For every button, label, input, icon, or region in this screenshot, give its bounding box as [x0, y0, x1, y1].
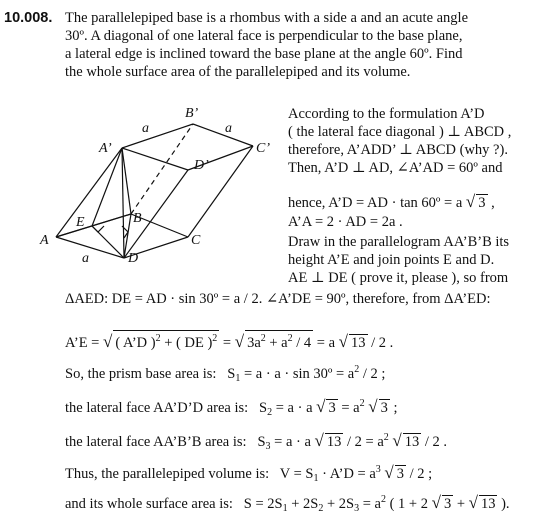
surface-line: and its whole surface area is: $S = 2S_1 + 2S_2 + 2S_3 = a^2$ ( 1 + 2 √ 3 + √ 13 ). — [65, 493, 510, 514]
solution-line-1: According to the formulation A’D — [288, 106, 485, 122]
problem-line-4: the whole surface area of the parallelepiped and its volume. — [65, 64, 411, 80]
sqrt-3: 3 — [478, 195, 486, 211]
label-a-prime: A’ — [99, 141, 112, 156]
label-d: D — [128, 251, 139, 266]
problem-number: 10.008. — [4, 10, 53, 26]
label-a-top-right: a — [225, 121, 232, 136]
solution-line-2: ( the lateral face diagonal ) ⊥ ABCD , — [288, 124, 512, 140]
aed-line: ΔAED: DE = AD · sin 30º = a / 2. ∠A’DE = 90º, therefore, from ΔA’ED: — [65, 291, 491, 307]
label-a: A — [40, 233, 49, 248]
base-area-line: So, the prism base area is: $S_1 = a \cdot a \cdot \sin$ 30º = $a^2 / 2$ ; — [65, 364, 386, 384]
solution-line-5: hence, A’D = AD · tan 60º = a √ 3 , — [288, 192, 495, 211]
label-a-top-left: a — [142, 121, 149, 136]
label-e: E — [76, 215, 85, 230]
solution-line-4: Then, A’D ⊥ AD, ∠A’AD = 60º and — [288, 160, 503, 176]
solution-line-8: height A’E and join points E and D. — [288, 252, 495, 268]
problem-line-3: a lateral edge is inclined toward the base plane at the angle 60º. Find — [65, 46, 463, 62]
label-c-prime: C’ — [256, 141, 270, 156]
label-c: C — [191, 233, 201, 248]
solution-line-6: A’A = 2 · AD = 2a . — [288, 214, 403, 230]
label-b-prime: B’ — [185, 106, 199, 121]
label-d-prime: D’ — [194, 158, 209, 173]
problem-line-2: 30º. A diagonal of one lateral face is perpendicular to the base plane, — [65, 28, 463, 44]
solution-line-3: therefore, A’ADD’ ⊥ ABCD (why ?). — [288, 142, 508, 158]
solution-line-9: AE ⊥ DE ( prove it, please ), so from — [288, 270, 509, 286]
ae-formula: A’E = √ ( A’D )$^2$ + ( DE )$^2$ = √ $3a^2 + a^2 / 4 = a$ √ 13 / 2 . — [65, 332, 394, 351]
volume-line: Thus, the parallelepiped volume is: $V = S_1$ · A’D = $a^3$ √ 3 / 2 ; — [65, 463, 433, 484]
label-a-bottom: a — [82, 251, 89, 266]
face1-line: the lateral face AA’D’D area is: $S_2 = a \cdot a$ √ $3 = a^2$ √ 3 ; — [65, 397, 398, 418]
label-b: B — [133, 211, 142, 226]
tan-text: hence, A’D = AD · tan 60º = a — [288, 195, 463, 211]
face2-line: the lateral face AA’B’B area is: $S_3 = a \cdot a$ √ $13 / 2 = a^2$ √ 13 / 2 . — [65, 431, 448, 452]
problem-line-1: The parallelepiped base is a rhombus with a side a and an acute angle — [65, 10, 469, 26]
solution-line-7: Draw in the parallelogram AA’B’B its — [288, 234, 510, 250]
